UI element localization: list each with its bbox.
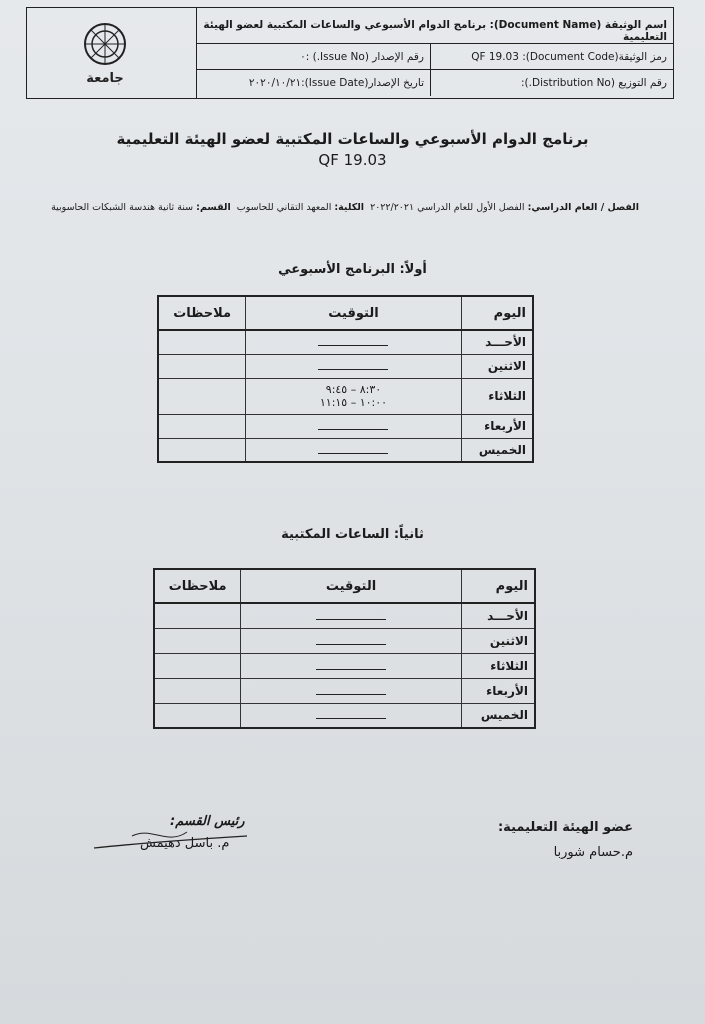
university-logo [27, 8, 197, 98]
col-day: اليوم [461, 296, 533, 330]
table-row [158, 330, 533, 354]
time-cell [246, 330, 461, 354]
table-row [154, 678, 535, 703]
table-row [154, 628, 535, 653]
notes-cell [154, 678, 241, 703]
time-cell [246, 438, 461, 462]
col-day: اليوم [461, 569, 535, 603]
college-value: المعهد التقاني للحاسوب [236, 202, 332, 213]
blank-line [316, 636, 386, 645]
day-cell: الاثنين [461, 354, 533, 378]
blank-line [318, 337, 388, 346]
table-row [158, 438, 533, 462]
time-cell [241, 603, 461, 628]
logo-text: جامعة [86, 71, 124, 86]
page-title: برنامج الدوام الأسبوعي والساعات المكتبية لعضو الهيئة التعليمية [116, 130, 589, 148]
notes-cell [158, 330, 246, 354]
semester-label: الفصل / العام الدراسي: [527, 202, 639, 213]
time-cell [246, 378, 461, 414]
day-cell: الثلاثاء [461, 653, 535, 678]
form-code: QF 19.03 [318, 151, 387, 169]
member-label: عضو الهيئة التعليمية: [497, 820, 633, 835]
notes-cell [158, 378, 246, 414]
time-cell [241, 628, 461, 653]
col-notes: ملاحظات [154, 569, 241, 603]
doc-name: اسم الوثيقة (Document Name): برنامج الدوام الأسبوعي والساعات المكتبية لعضو الهيئة التعليمية [203, 18, 667, 43]
university-emblem-icon [75, 20, 135, 88]
col-time: التوقيت [241, 569, 461, 603]
doc-code-row [197, 44, 673, 70]
semester-value: الفصل الأول للعام الدراسي ٢٠٢٢/٢٠٢١ [370, 202, 525, 213]
table-row [154, 703, 535, 728]
table-row [154, 603, 535, 628]
blank-line [316, 661, 386, 670]
section-office-title: ثانياً: الساعات المكتبية [281, 527, 424, 542]
blank-line [316, 686, 386, 695]
table-row [158, 378, 533, 414]
day-cell: الخميس [461, 438, 533, 462]
day-cell: الأحـــد [461, 330, 533, 354]
table-header-row [158, 296, 533, 330]
section-weekly-title: أولاً: البرنامج الأسبوعي [278, 262, 427, 277]
time-slot: ١٠:٠٠ – ١١:١٥ [319, 396, 388, 409]
head-name: م. باسل دهيمش [140, 836, 230, 851]
table-row [158, 414, 533, 438]
issue-date: تاريخ الإصدار(Issue Date):٢٠٢٠/١٠/٢١ [248, 77, 424, 89]
table-row [154, 653, 535, 678]
doc-name-row [197, 18, 673, 44]
distribution-no: رقم التوزيع (Distribution No.): [430, 70, 673, 96]
day-cell: الأربعاء [461, 678, 535, 703]
notes-cell [158, 438, 246, 462]
day-cell: الأربعاء [461, 414, 533, 438]
member-name: م.حسام شوربا [553, 845, 633, 860]
notes-cell [154, 703, 241, 728]
meta-line [51, 202, 639, 213]
office-hours-table [153, 568, 536, 729]
time-cell [246, 354, 461, 378]
document-header [26, 7, 674, 99]
time-slot: ٨:٣٠ – ٩:٤٥ [325, 383, 382, 396]
day-cell: الخميس [461, 703, 535, 728]
notes-cell [158, 354, 246, 378]
dept-value: سنة ثانية هندسة الشبكات الحاسوبية [51, 202, 194, 213]
blank-line [318, 445, 388, 454]
notes-cell [154, 628, 241, 653]
table-row [158, 354, 533, 378]
college-label: الكلية: [334, 202, 365, 213]
doc-code: رمز الوثيقة(Document Code): QF 19.03 [430, 44, 673, 69]
blank-line [316, 710, 386, 719]
time-cell [241, 653, 461, 678]
time-cell [241, 703, 461, 728]
signature-scribble [92, 824, 252, 854]
distribution-row [197, 70, 673, 96]
weekly-schedule-table [157, 295, 534, 463]
notes-cell [154, 653, 241, 678]
blank-line [318, 361, 388, 370]
table-header-row [154, 569, 535, 603]
col-time: التوقيت [246, 296, 461, 330]
head-label: رئيس القسم: [170, 814, 245, 829]
blank-line [318, 421, 388, 430]
col-notes: ملاحظات [158, 296, 246, 330]
day-cell: الأحـــد [461, 603, 535, 628]
time-cell [246, 414, 461, 438]
dept-label: القسم: [196, 202, 231, 213]
time-cell [241, 678, 461, 703]
day-cell: الثلاثاء [461, 378, 533, 414]
blank-line [316, 611, 386, 620]
issue-no: رقم الإصدار (Issue No.) :٠ [300, 50, 424, 63]
notes-cell [154, 603, 241, 628]
notes-cell [158, 414, 246, 438]
day-cell: الاثنين [461, 628, 535, 653]
